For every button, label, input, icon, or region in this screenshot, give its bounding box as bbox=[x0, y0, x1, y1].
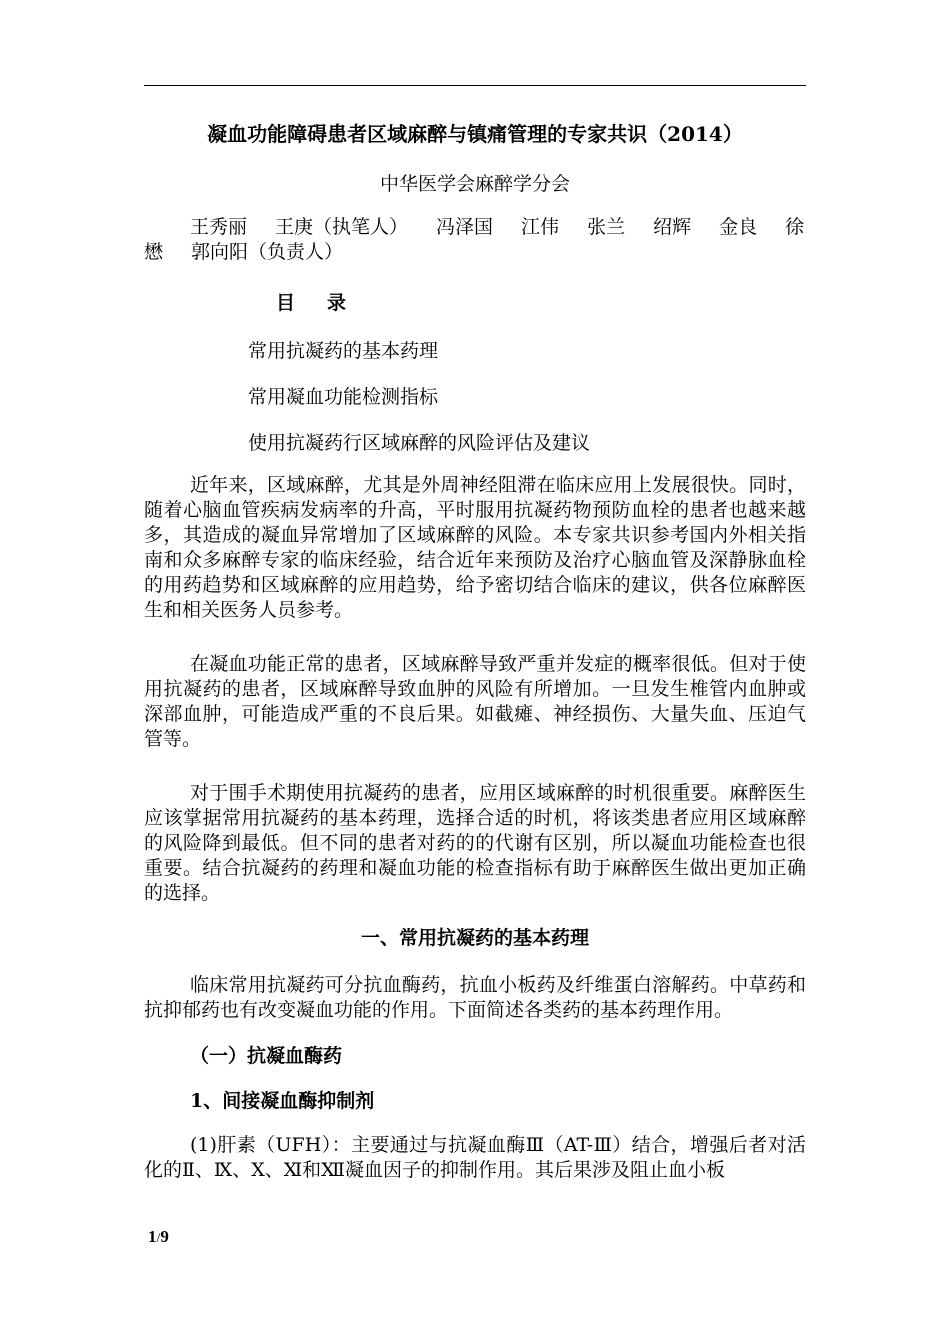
toc-item: 使用抗凝药行区域麻醉的风险评估及建议 bbox=[248, 432, 591, 454]
author: 王秀丽 bbox=[190, 216, 248, 238]
author: 郭向阳（负责人） bbox=[191, 241, 344, 263]
author: 冯泽国 bbox=[436, 216, 494, 238]
author: 绍辉 bbox=[653, 216, 692, 238]
author: 张兰 bbox=[587, 216, 626, 238]
body-paragraph: 临床常用抗凝药可分抗血酶药，抗血小板药及纤维蛋白溶解药。中草药和抗抑郁药也有改变凝血功能的作用。下面简述各类药的基本药理作用。 bbox=[144, 974, 806, 1021]
page-number bbox=[148, 1227, 169, 1247]
section-heading: 一、常用抗凝药的基本药理 bbox=[360, 927, 589, 949]
page-separator: / bbox=[156, 1231, 161, 1246]
page-current: 1 bbox=[148, 1227, 157, 1246]
document-page bbox=[144, 118, 806, 1183]
toc-item: 常用凝血功能检测指标 bbox=[248, 386, 439, 408]
subsubsection-heading: 1、间接凝血酶抑制剂 bbox=[190, 1090, 375, 1112]
body-paragraph: 近年来，区域麻醉，尤其是外周神经阻滞在临床应用上发展很快。同时，随着心脑血管疾病发病率的升高，平时服用抗凝药物预防血栓的患者也越来越多，其造成的凝血异常增加了区域麻醉的风险。本专家共识参考国内外相关指南和众多麻醉专家的临床经验，结合近年来预防及治疗心脑血管及深静脉血栓的用药趋势和区域麻醉的应用趋势，给予密切结合临床的建议，供各位麻醉医生和相关医务人员参考。 bbox=[144, 474, 806, 621]
organization: 中华医学会麻醉学分会 bbox=[379, 173, 570, 195]
body-paragraph: 在凝血功能正常的患者，区域麻醉导致严重并发症的概率很低。但对于使用抗凝药的患者，区域麻醉导致血肿的风险有所增加。一旦发生椎管内血肿或深部血肿，可能造成严重的不良后果。如截瘫、神经损伤、大量失血、压迫气管等。 bbox=[144, 653, 806, 750]
toc-item: 常用抗凝药的基本药理 bbox=[248, 340, 439, 362]
page-total: 9 bbox=[160, 1227, 169, 1246]
author-list bbox=[144, 215, 806, 265]
body-paragraph: 对于围手术期使用抗凝药的患者，应用区域麻醉的时机很重要。麻醉医生应该掌据常用抗凝药的基本药理，选择合适的时机，将该类患者应用区域麻醉的风险降到最低。但不同的患者对药的的代谢有区别，所以凝血功能检查也很重要。结合抗凝药的药理和凝血功能的检查指标有助于麻醉医生做出更加正确的选择。 bbox=[144, 782, 806, 904]
subsection-heading: （一）抗凝血酶药 bbox=[190, 1045, 343, 1067]
author: 王庚（执笔人） bbox=[275, 216, 409, 238]
toc-title: 目录 bbox=[276, 292, 379, 314]
document-title: 凝血功能障碍患者区域麻醉与镇痛管理的专家共识（2014） bbox=[207, 122, 743, 146]
header-rule bbox=[144, 85, 806, 86]
author: 江伟 bbox=[521, 216, 560, 238]
author: 徐懋 bbox=[144, 216, 805, 263]
body-paragraph: (1)肝素（UFH）：主要通过与抗凝血酶Ⅲ（AT-Ⅲ）结合，增强后者对活化的Ⅱ、Ⅸ、Ⅹ、Ⅺ和Ⅻ凝血因子的抑制作用。其后果涉及阻止血小板 bbox=[144, 1134, 806, 1181]
author: 金良 bbox=[719, 216, 758, 238]
